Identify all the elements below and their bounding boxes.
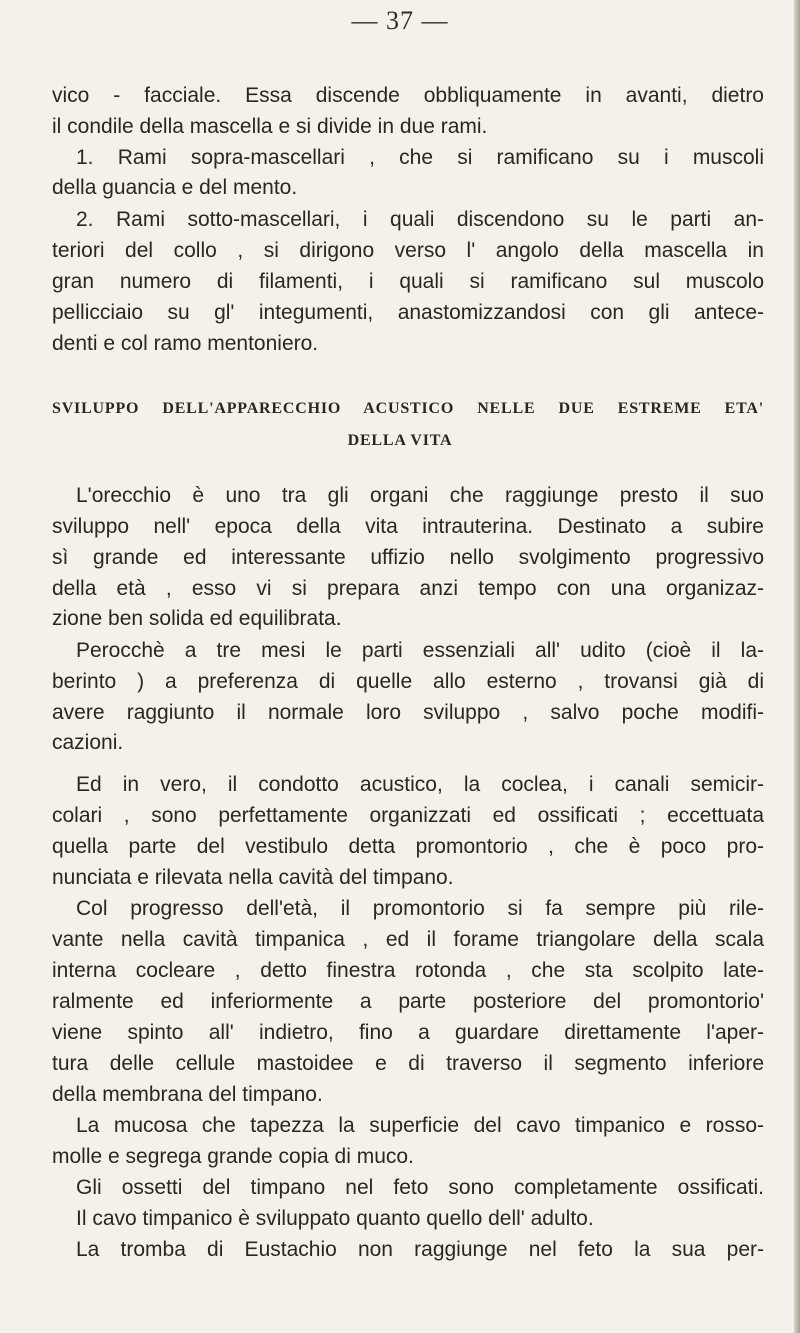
text-line: della età , esso vi si prepara anzi tempo con una organizaz-	[52, 577, 764, 600]
text-line: berinto ) a preferenza di quelle allo esterno , trovansi già di	[52, 670, 764, 693]
text-line: Col progresso dell'età, il promontorio si fa sempre più rile-	[76, 897, 764, 920]
text-line: nunciata e rilevata nella cavità del timpano.	[52, 866, 454, 889]
text-line: quella parte del vestibulo detta promontorio , che è poco pro-	[52, 835, 764, 858]
text-line: avere raggiunto il normale loro sviluppo , salvo poche modifi-	[52, 701, 764, 724]
text-line: gran numero di filamenti, i quali si ramificano sul muscolo	[52, 270, 764, 293]
text-line: molle e segrega grande copia di muco.	[52, 1145, 414, 1168]
text-line: ralmente ed inferiormente a parte posteriore del promontorio'	[52, 990, 764, 1013]
text-line: L'orecchio è uno tra gli organi che raggiunge presto il suo	[76, 484, 764, 507]
text-line: sviluppo nell' epoca della vita intrauterina. Destinato a subire	[52, 515, 764, 538]
text-line: zione ben solida ed equilibrata.	[52, 607, 342, 630]
text-line: Ed in vero, il condotto acustico, la coclea, i canali semicir-	[76, 773, 764, 796]
text-line: La mucosa che tapezza la superficie del cavo timpanico e rosso-	[76, 1114, 764, 1137]
section-heading: SVILUPPO DELL'APPARECCHIO ACUSTICO NELLE DUE ESTREME ETA'	[52, 400, 764, 417]
page-edge-shadow	[794, 0, 800, 1333]
text-line: denti e col ramo mentoniero.	[52, 332, 319, 355]
text-line: vico - facciale. Essa discende obbliquamente in avanti, dietro	[52, 84, 764, 107]
text-line: 1. Rami sopra-mascellari , che si ramificano su i muscoli	[76, 146, 764, 169]
text-line: il condile della mascella e si divide in due rami.	[52, 115, 488, 138]
text-line: cazioni.	[52, 731, 124, 754]
text-line: tura delle cellule mastoidee e di traverso il segmento inferiore	[52, 1052, 764, 1075]
text-line: Perocchè a tre mesi le parti essenziali all' udito (cioè il la-	[76, 639, 764, 662]
text-line: interna cocleare , detto finestra rotonda , che sta scolpito late-	[52, 959, 764, 982]
page-number: — 37 —	[351, 6, 449, 35]
text-line: teriori del collo , si dirigono verso l' angolo della mascella in	[52, 239, 764, 262]
text-line: della guancia e del mento.	[52, 176, 298, 199]
text-line: vante nella cavità timpanica , ed il forame triangolare della scala	[52, 928, 764, 951]
text-line: sì grande ed interessante uffizio nello svolgimento progressivo	[52, 546, 764, 569]
text-line: pellicciaio su gl' integumenti, anastomizzandosi con gli antece-	[52, 301, 764, 324]
text-line: Gli ossetti del timpano nel feto sono completamente ossificati.	[76, 1176, 764, 1199]
text-line: della membrana del timpano.	[52, 1083, 323, 1106]
text-line: colari , sono perfettamente organizzati ed ossificati ; eccettuata	[52, 804, 764, 827]
section-heading-subtitle: DELLA VITA	[347, 432, 453, 449]
text-line: La tromba di Eustachio non raggiunge nel feto la sua per-	[76, 1238, 764, 1261]
text-line: viene spinto all' indietro, fino a guardare direttamente l'aper-	[52, 1021, 764, 1044]
text-line: Il cavo timpanico è sviluppato quanto quello dell' adulto.	[76, 1207, 594, 1230]
text-line: 2. Rami sotto-mascellari, i quali discendono su le parti an-	[76, 208, 764, 231]
